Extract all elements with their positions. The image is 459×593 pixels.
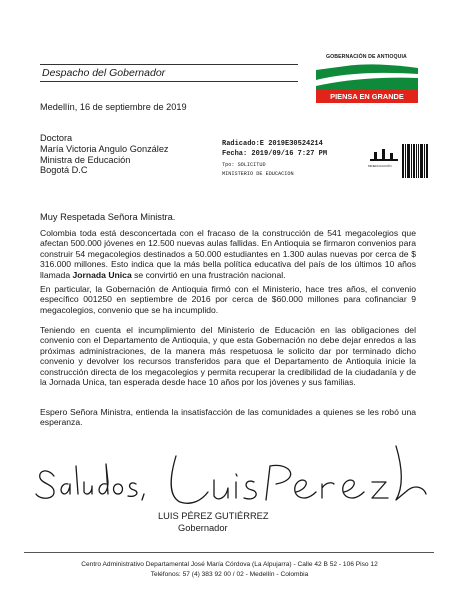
paragraph-4: Espero Señora Ministra, entienda la insatisfacción de las comunidades a quienes se les robó una esperanza. [40, 407, 416, 428]
recipient-name: María Victoria Angulo González [40, 143, 169, 154]
signer-role: Gobernador [178, 523, 228, 533]
handwritten-signature [30, 436, 450, 514]
government-name: GOBERNACIÓN DE ANTIOQUIA [326, 54, 407, 60]
mineducacion-logo [370, 146, 398, 164]
stamp-fecha: Fecha: 2019/09/16 7:27 PM [222, 150, 328, 158]
mineducacion-caption: MINEDUCACIÓN [368, 164, 392, 168]
salutation: Muy Respetada Señora Ministra. [40, 212, 176, 222]
header-rule-bottom [40, 81, 298, 82]
paragraph-1-end: se convirtió en una frustración nacional. [134, 269, 286, 280]
paragraph-3: Teniendo en cuenta el incumplimiento del Ministerio de Educación en las obligaciones del convenio con el Departamento de Antioquia, y que esta Gobernación no debe dejar enredos a las próximas administraciones, de la manera más respetuosa le solicito dar por terminado dicho convenio y devolver los recursos transferidos para que el Departamento de Antioquia inicie la construcción directa de los megacolegios y permita recuperar la credibilidad de la ciudadanía y de la Jornada Unica, tan esperada desde hace 10 años por los jóvenes y sus familias. [40, 325, 416, 388]
antioquia-flag-logo [316, 64, 418, 92]
header [0, 0, 459, 110]
date-line: Medellín, 16 de septiembre de 2019 [40, 102, 187, 112]
office-title: Despacho del Gobernador [42, 67, 166, 79]
recipient-title: Doctora [40, 133, 73, 143]
stamp-tipo: Tpo: SOLICITUD [222, 162, 266, 168]
paragraph-1-text: Colombia toda está desconcertada con el fracaso de la construcción de 541 megacolegios que afectan 500.000 jóvenes en 12.500 nuevas aulas fallidas. En Antioquia se firmaron convenios para construir 54 megacolegios destinados a 50.000 estudiantes en 1.300 aulas nuevas por cerca de $ 316.000 millones. Esto indica que la más bella política educativa del país de los últimos 10 años llamada [40, 228, 416, 280]
stamp-radicado: Radicado:E 2019ЕЗ0524214 [222, 140, 323, 148]
slogan-banner [316, 90, 418, 103]
footer-address: Centro Administrativo Departamental José María Córdova (La Alpujarra) - Calle 42 B 52 - 106 Piso 12 [81, 561, 378, 568]
paragraph-1-bold: Jornada Unica [72, 269, 132, 280]
header-rule-top [40, 64, 298, 65]
stamp-entidad: MINISTERIO DE EDUCACION [222, 171, 294, 177]
slogan-text: PIENSA EN GRANDE [330, 92, 404, 101]
signer-name: LUIS PÉREZ GUTIÉRREZ [158, 511, 269, 521]
recipient-city: Bogotá D.C [40, 165, 88, 176]
recipient-role: Ministra de Educación [40, 154, 131, 165]
recipient-block [40, 133, 169, 176]
paragraph-1 [40, 228, 416, 280]
barcode [402, 144, 430, 178]
filing-stamp [222, 140, 432, 182]
footer-phone: Teléfonos: 57 (4) 383 92 00 / 02 - Medellín - Colombia [150, 571, 309, 578]
footer-rule [24, 552, 434, 553]
paragraph-2: En particular, la Gobernación de Antioquia firmó con el Ministerio, hace tres años, el convenio específico 001250 en septiembre de 2016 por cerca de $60.000 millones para cofinanciar 9 megacolegios, convenio que se ha incumplido. [40, 284, 416, 315]
